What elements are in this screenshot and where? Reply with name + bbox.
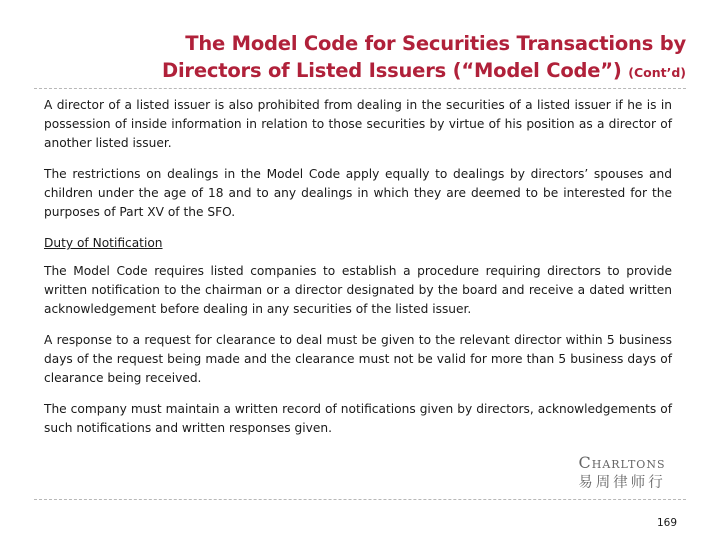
section-heading: Duty of Notification: [44, 236, 163, 250]
bottom-divider: [34, 499, 686, 500]
logo-name: Charltons: [578, 453, 666, 472]
section-paragraph-3: The company must maintain a written record of notifications given by directors, acknowledgements of such notifications and written responses given.: [44, 402, 672, 435]
section-paragraph-1: The Model Code requires listed companies to establish a procedure requiring directors to provide written notification to the chairman or a director designated by the board and receive a dated written acknowledgement before dealing in any securities of the listed issuer.: [44, 264, 672, 316]
slide-title-line-1: The Model Code for Securities Transactions by: [185, 32, 686, 55]
logo-chinese-name: 易周律师行: [578, 475, 666, 491]
page-number: 169: [656, 517, 677, 529]
slide-title: [66, 30, 686, 86]
section-paragraph-2: A response to a request for clearance to deal must be given to the relevant director within 5 business days of the request being made and the clearance must not be valid for more than 5 business days of clearance being received.: [44, 333, 672, 385]
slide-title-suffix: (Cont’d): [628, 65, 686, 80]
slide-body: [44, 96, 672, 450]
body-paragraph-1: A director of a listed issuer is also prohibited from dealing in the securities of a listed issuer if he is in possession of inside information in relation to those securities by virtue of his position as a director of another listed issuer.: [44, 98, 672, 150]
slide-title-main: Directors of Listed Issuers (“Model Code”): [161, 59, 622, 82]
body-paragraph-2: The restrictions on dealings in the Model Code apply equally to dealings by directors’ spouses and children under the age of 18 and to any dealings in which they are deemed to be interested for the purposes of Part XV of the SFO.: [44, 167, 672, 219]
charltons-logo: [559, 452, 685, 492]
top-divider: [34, 88, 686, 89]
slide-title-line-2: [66, 57, 686, 86]
